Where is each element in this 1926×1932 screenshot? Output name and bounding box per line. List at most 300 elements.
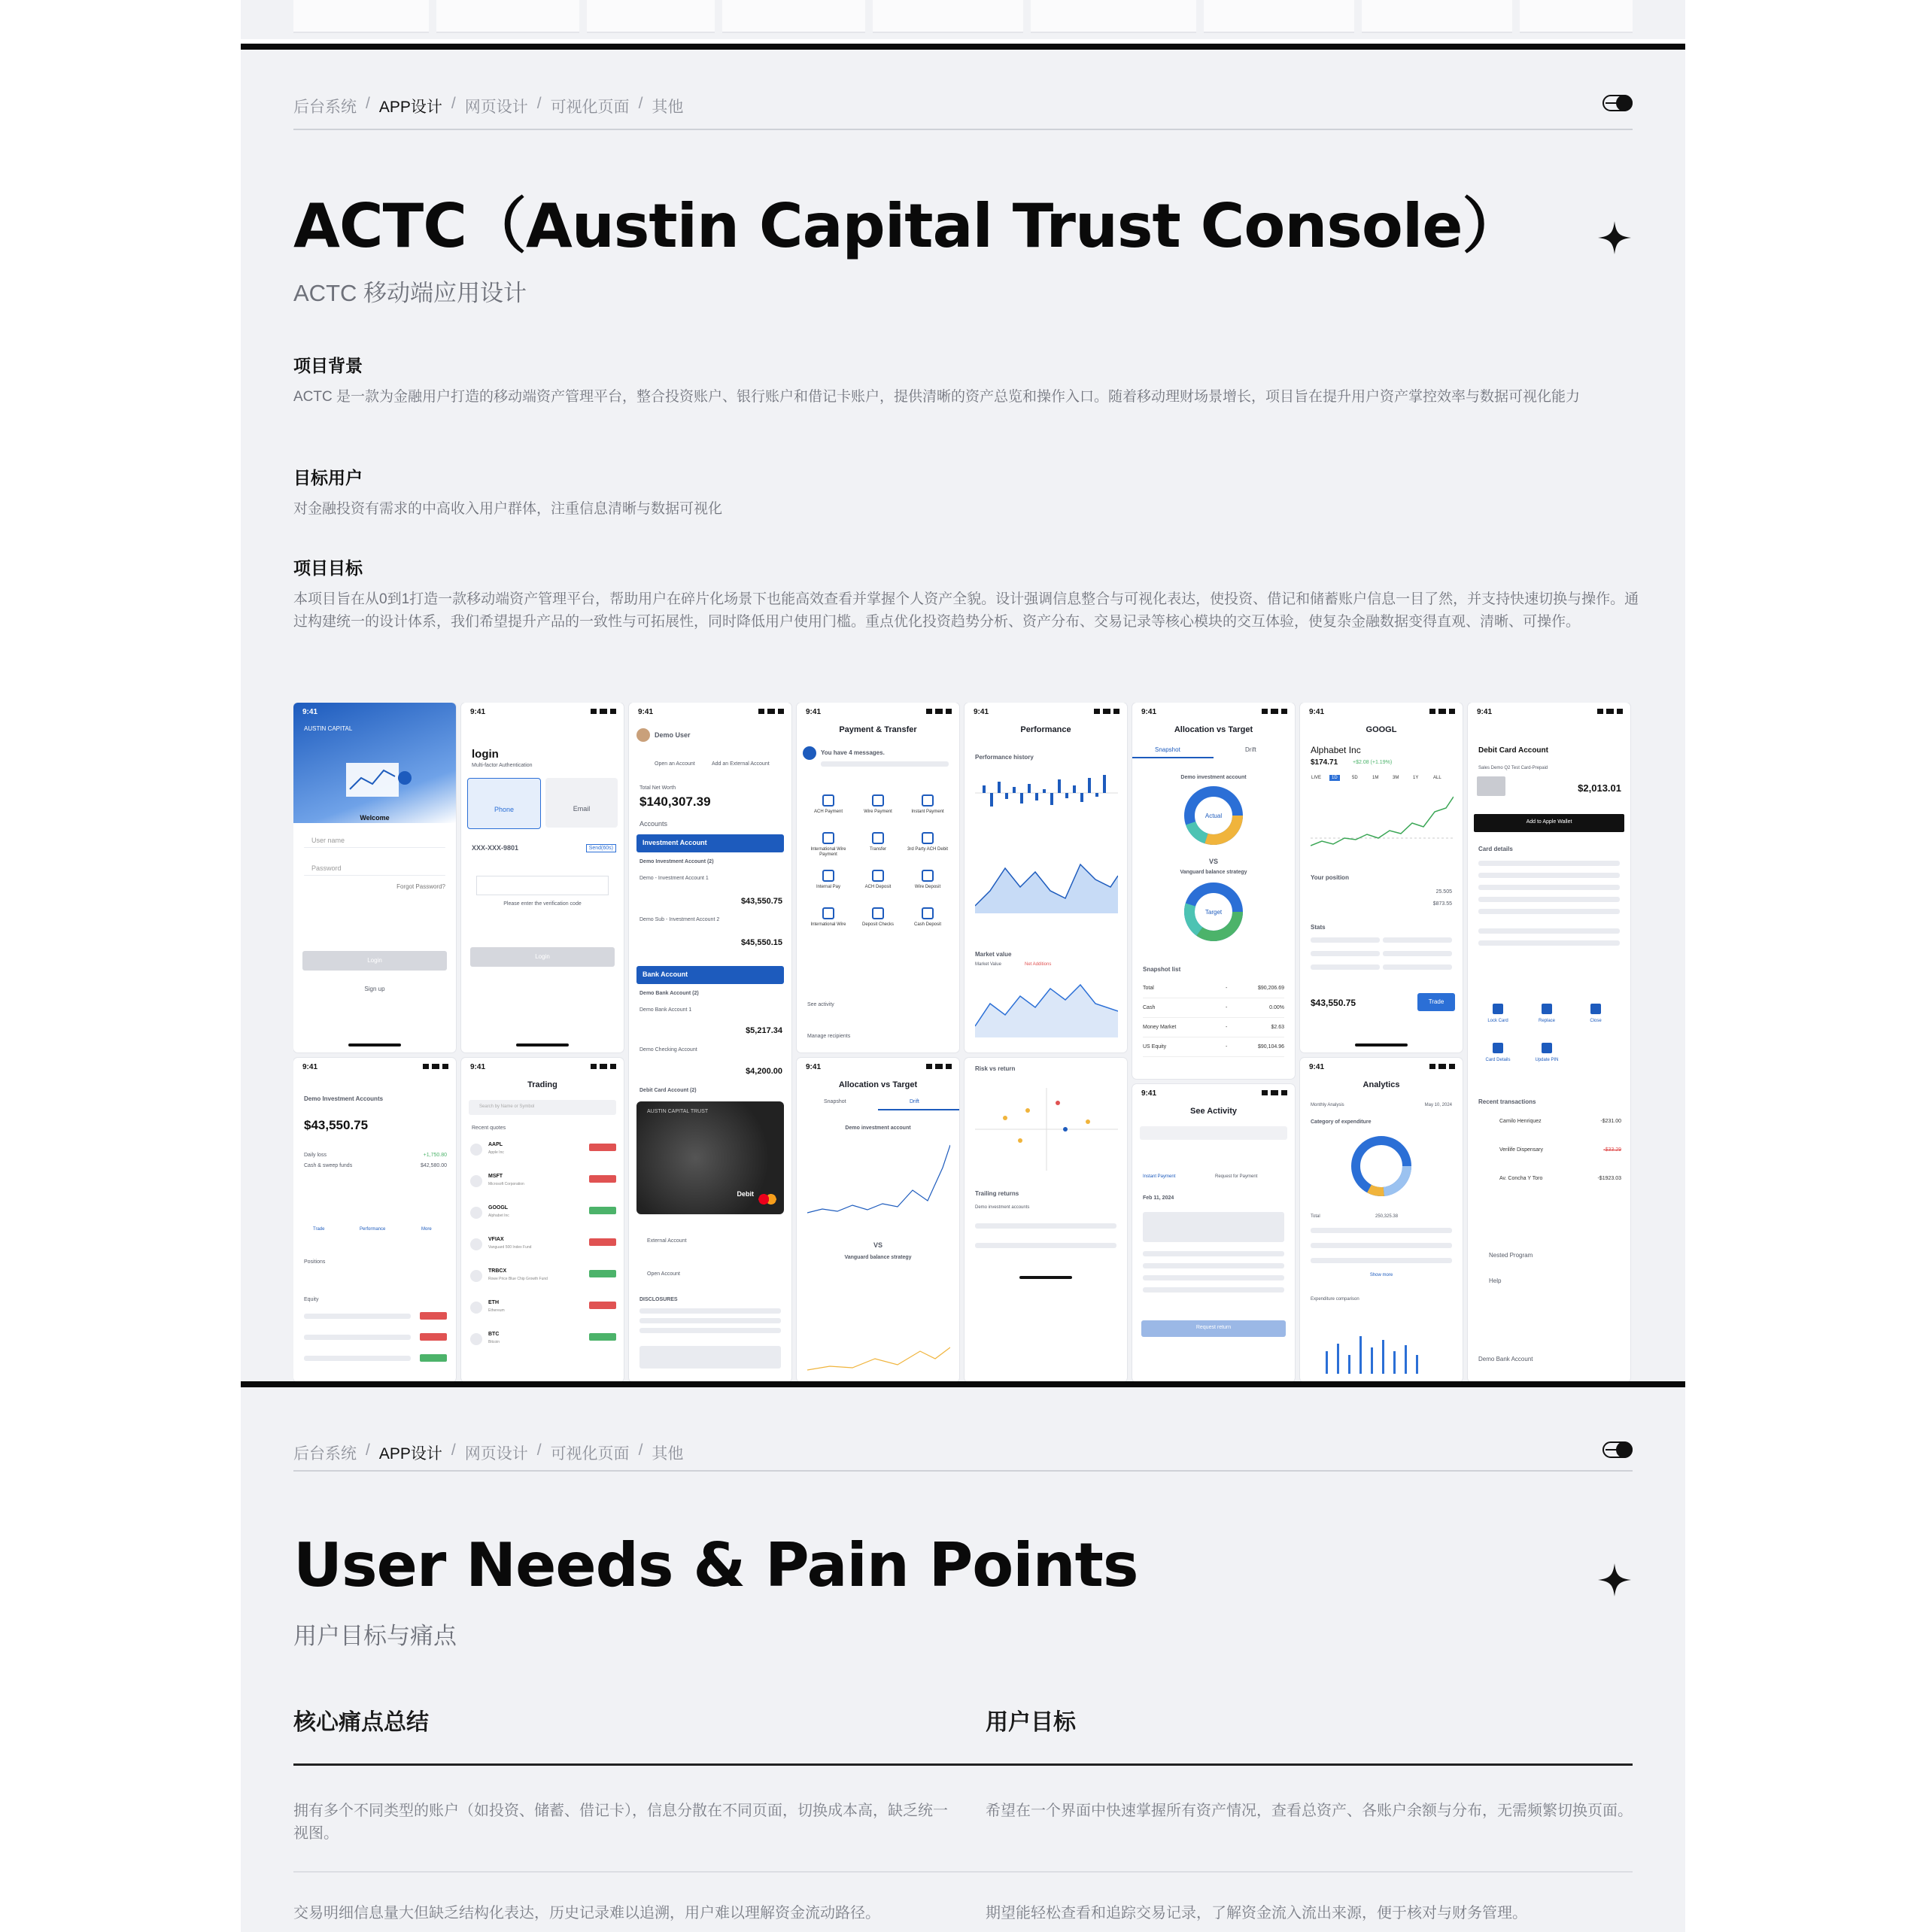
- strategy-heading: Vanguard balance strategy: [1180, 870, 1247, 875]
- messages-banner[interactable]: You have 4 messages.: [821, 749, 885, 756]
- card-action[interactable]: [1573, 1004, 1618, 1040]
- quote-logo-icon: [470, 1270, 482, 1282]
- range-tab[interactable]: 1M: [1372, 776, 1379, 780]
- activity-date: Feb 11, 2024: [1143, 1195, 1174, 1201]
- cash-value: $42,580.00: [420, 1163, 447, 1168]
- payment-action[interactable]: [804, 868, 852, 904]
- snapshot-name: US Equity: [1143, 1044, 1167, 1050]
- nav-item-backend[interactable]: 后台系统: [293, 1445, 357, 1463]
- card-action-label: Close: [1590, 1019, 1602, 1023]
- snapshot-row: [1143, 1020, 1284, 1037]
- sparkle-icon: [1596, 220, 1633, 256]
- nested-program-row[interactable]: Nested Program: [1489, 1252, 1533, 1259]
- previous-mockup-strip: [293, 0, 1633, 33]
- payment-action[interactable]: [804, 906, 852, 942]
- payment-action[interactable]: [904, 831, 952, 867]
- status-time: 9:41: [806, 1063, 822, 1071]
- home-screen: [629, 703, 791, 1382]
- quote-logo-icon: [470, 1144, 482, 1156]
- see-activity-link[interactable]: See activity: [807, 1002, 834, 1007]
- net-worth-value: $140,307.39: [639, 794, 711, 809]
- position-market-value: $873.55: [1432, 901, 1452, 907]
- email-option[interactable]: Email: [545, 778, 618, 828]
- daily-loss-value: +1,750.80: [423, 1153, 447, 1158]
- investment-group: Demo Investment Account (2): [639, 859, 714, 864]
- snapshot-name: Total: [1143, 986, 1154, 991]
- card-details-heading: Card details: [1478, 846, 1513, 852]
- verification-code-input[interactable]: [476, 876, 609, 895]
- analytics-title: Analytics: [1362, 1080, 1400, 1089]
- nav-item-visualization[interactable]: 可视化页面: [550, 99, 630, 116]
- welcome-greeting: Welcome: [360, 814, 390, 822]
- snapshot-symbol: -: [1226, 1044, 1228, 1050]
- date-select[interactable]: May 10, 2024: [1424, 1103, 1452, 1107]
- recent-quotes-heading: Recent quotes: [472, 1125, 506, 1131]
- drift-account-heading: Demo investment account: [845, 1125, 911, 1131]
- brand-logo-text: AUSTIN CAPITAL: [304, 725, 353, 732]
- status-time: 9:41: [302, 708, 318, 716]
- login-button[interactable]: Login: [302, 951, 447, 971]
- quote-symbol: AAPL: [488, 1142, 503, 1147]
- bank-account-1[interactable]: Demo Bank Account 1: [639, 1007, 692, 1013]
- snapshot-value: $2.63: [1271, 1025, 1284, 1030]
- quote-logo-icon: [470, 1333, 482, 1345]
- quote-logo-icon: [470, 1207, 482, 1219]
- user-goals-heading: 用户目标: [986, 1710, 1076, 1735]
- transaction-row[interactable]: [1477, 1170, 1621, 1195]
- nav-separator: /: [536, 95, 542, 112]
- toggle-knob: [1616, 95, 1633, 111]
- quote-change-badge: [589, 1175, 616, 1183]
- position-quantity: 25.505: [1435, 889, 1452, 895]
- quote-row[interactable]: [469, 1265, 616, 1293]
- see-activity-screen: [1132, 1084, 1295, 1382]
- payment-action[interactable]: [804, 831, 852, 867]
- quote-change-badge: [589, 1144, 616, 1151]
- card-action-label: Card Details: [1485, 1058, 1511, 1062]
- trailing-row-1[interactable]: Demo investment accounts: [975, 1205, 1030, 1210]
- more-action[interactable]: More: [421, 1227, 432, 1232]
- trading-title: Trading: [527, 1080, 557, 1089]
- signup-link[interactable]: Sign up: [364, 986, 385, 992]
- legend-net-additions: Net Additions: [1025, 962, 1052, 967]
- card-action[interactable]: [1524, 1004, 1569, 1040]
- nav-separator: /: [451, 95, 456, 112]
- snapshot-name: Cash: [1143, 1005, 1156, 1010]
- quote-change-badge: [589, 1238, 616, 1246]
- theme-toggle[interactable]: [1602, 95, 1633, 111]
- phone-number-value: XXX-XXX-9801: [472, 844, 519, 852]
- net-worth-label: Total Net Worth: [639, 785, 676, 791]
- tab-snapshot[interactable]: Snapshot: [824, 1099, 846, 1104]
- login-screen: [461, 703, 624, 1053]
- range-tabs: [1309, 775, 1454, 785]
- project-title: ACTC（Austin Capital Trust Console）: [293, 191, 1522, 261]
- message-icon: [803, 746, 816, 760]
- recent-transactions-heading: Recent transactions: [1478, 1098, 1536, 1105]
- project-section: [241, 44, 1685, 1387]
- background-heading: 项目背景: [293, 356, 363, 375]
- transaction-row[interactable]: [1477, 1113, 1621, 1138]
- investment-account-header[interactable]: Investment Account: [636, 834, 784, 852]
- goal-text: 本项目旨在从0到1打造一款移动端资产管理平台，帮助用户在碎片化场景下也能高效查看并掌握个人资产全貌。设计强调信息整合与可视化表达，使投资、借记和储蓄账户信息一目了然，并支持快速切换与操作。通过构建统一的设计体系，我们希望提升产品的一致性与可拓展性，同时降低用户使用门槛。重点优化投资趋势分析、资产分布、交易记录等核心模块的交互体验，使复杂金融数据变得直观、清晰、可操作。: [293, 591, 1639, 630]
- range-tab[interactable]: 5D: [1352, 776, 1358, 780]
- history-heading: Performance history: [975, 754, 1034, 761]
- quote-row[interactable]: [469, 1329, 616, 1356]
- username-field[interactable]: User name: [311, 837, 345, 844]
- positions-heading: Positions: [304, 1259, 326, 1265]
- range-tab[interactable]: ALL: [1433, 776, 1441, 780]
- quote-list: [469, 1139, 616, 1365]
- send-code-button[interactable]: Send(60s): [586, 844, 616, 852]
- quote-name: Ethereum: [488, 1308, 505, 1313]
- range-tab[interactable]: 3M: [1393, 776, 1399, 780]
- vs-label: VS: [1208, 858, 1218, 865]
- tab-drift[interactable]: Drift: [1245, 746, 1256, 753]
- toggle-knob: [1616, 1441, 1633, 1458]
- bank-account-title: Demo Bank Account: [1478, 1356, 1533, 1362]
- transaction-merchant: Av. Concha Y Toro: [1499, 1176, 1543, 1181]
- equity-heading: Equity: [304, 1297, 319, 1302]
- mockup-gallery: [293, 703, 1640, 1382]
- investment-detail-title: Demo Investment Accounts: [304, 1095, 384, 1102]
- trade-button[interactable]: Trade: [1417, 993, 1455, 1011]
- bank-account-header[interactable]: Bank Account: [636, 966, 784, 984]
- card-action-icon: [1590, 1004, 1601, 1014]
- user-name: Demo User: [655, 731, 691, 739]
- pain-point-2: 交易明细信息量大但缺乏结构化表达，历史记录难以追溯，用户难以理解资金流动路径。: [293, 1905, 880, 1921]
- comparison-heading: Expenditure comparison: [1311, 1297, 1359, 1302]
- payment-action[interactable]: [854, 868, 902, 904]
- payment-screen: [797, 703, 959, 1053]
- market-value-chart: [975, 974, 1118, 1037]
- analytics-screen: [1300, 1058, 1463, 1382]
- quote-symbol: ETH: [488, 1300, 499, 1305]
- payment-action[interactable]: [904, 868, 952, 904]
- project-subtitle: ACTC 移动端应用设计: [293, 280, 527, 306]
- tab-instant-payment[interactable]: Instant Payment: [1143, 1174, 1176, 1179]
- quote-row[interactable]: [469, 1234, 616, 1261]
- payment-icon: [872, 832, 884, 844]
- quote-symbol: TRBCX: [488, 1268, 507, 1274]
- tab-drift[interactable]: Drift: [910, 1099, 919, 1104]
- payment-action-label: ACH Payment: [813, 810, 843, 814]
- daily-loss-label: Daily loss: [304, 1153, 327, 1158]
- actual-donut-chart: [1182, 784, 1245, 847]
- activity-search-input[interactable]: [1140, 1126, 1287, 1140]
- transaction-merchant: Camilo Henriquez: [1499, 1119, 1542, 1124]
- payment-icon: [872, 907, 884, 919]
- quote-logo-icon: [470, 1175, 482, 1187]
- transaction-row[interactable]: [1477, 1141, 1621, 1167]
- debit-card[interactable]: AUSTIN CAPITAL TRUST Debit: [636, 1101, 784, 1214]
- mastercard-icon: [758, 1193, 776, 1205]
- stock-name: Alphabet Inc: [1311, 745, 1361, 755]
- avatar[interactable]: [636, 728, 650, 742]
- total-value: 250,325.38: [1375, 1214, 1399, 1219]
- snapshot-symbol: -: [1226, 986, 1228, 991]
- nav-item-app-design[interactable]: APP设计: [378, 1445, 442, 1463]
- stock-detail-screen: [1300, 703, 1463, 1053]
- quote-symbol: BTC: [488, 1332, 500, 1337]
- range-tab[interactable]: 1Y: [1413, 776, 1419, 780]
- previous-section-strip: [241, 0, 1685, 39]
- performance-action[interactable]: Performance: [360, 1227, 386, 1232]
- quote-change-badge: [589, 1207, 616, 1214]
- quote-logo-icon: [470, 1302, 482, 1314]
- payment-icon: [822, 907, 834, 919]
- payment-action-label: 3rd Party ACH Debit: [907, 847, 949, 852]
- investment-account-2-value: $45,550.15: [740, 938, 782, 947]
- nav-item-backend[interactable]: 后台系统: [293, 99, 357, 116]
- payment-action-label: International Wire Payment: [810, 847, 846, 857]
- nav-item-other[interactable]: 其他: [652, 99, 684, 116]
- card-action[interactable]: [1524, 1043, 1569, 1079]
- stock-price: $174.71: [1311, 758, 1338, 767]
- chart-illustration-icon: [339, 755, 414, 800]
- disclosures-heading: DISCLOSURES: [639, 1297, 678, 1302]
- status-time: 9:41: [1141, 708, 1157, 716]
- phone-option[interactable]: Phone: [467, 778, 541, 829]
- nav-item-visualization[interactable]: 可视化页面: [550, 1445, 630, 1463]
- status-time: 9:41: [806, 708, 822, 716]
- theme-toggle[interactable]: [1602, 1441, 1633, 1458]
- quote-symbol: MSFT: [488, 1174, 503, 1179]
- card-balance: $2,013.01: [1578, 782, 1621, 794]
- password-field[interactable]: Password: [311, 864, 342, 872]
- card-action-icon: [1493, 1004, 1503, 1014]
- card-action[interactable]: [1475, 1043, 1520, 1079]
- payment-action[interactable]: [904, 906, 952, 942]
- category-nav: [293, 95, 683, 117]
- divider: [293, 129, 1633, 130]
- user-goal-2: 期望能轻松查看和追踪交易记录，了解资金流入流出来源，便于核对与财务管理。: [986, 1905, 1527, 1921]
- payment-icon: [922, 832, 934, 844]
- debit-card-screen: [1468, 703, 1630, 1382]
- transaction-merchant: Verilife Dispensary: [1499, 1147, 1543, 1153]
- quote-change-badge: [589, 1270, 616, 1277]
- snapshot-table: [1143, 981, 1284, 1064]
- login-title: login: [472, 748, 499, 761]
- section-subtitle: 用户目标与痛点: [293, 1623, 457, 1649]
- user-goal-1: 希望在一个界面中快速掌握所有资产情况，查看总资产、各账户余额与分布，无需频繁切换页面。: [986, 1803, 1633, 1819]
- drift-line-chart: [807, 1138, 950, 1228]
- status-time: 9:41: [302, 1063, 318, 1071]
- risk-return-screen: [965, 1058, 1127, 1382]
- card-action-icon: [1493, 1043, 1503, 1053]
- payment-action-label: International Wire: [810, 922, 846, 927]
- quote-row[interactable]: [469, 1171, 616, 1198]
- stats-heading: Stats: [1311, 924, 1326, 931]
- vs-label: VS: [873, 1241, 882, 1249]
- position-heading: Your position: [1311, 874, 1349, 881]
- stock-line-chart: [1311, 793, 1454, 861]
- manage-recipients-link[interactable]: Manage recipients: [807, 1034, 851, 1039]
- payment-action-label: Deposit Checks: [861, 922, 895, 927]
- snapshot-list-heading: Snapshot list: [1143, 966, 1181, 973]
- transaction-list: [1477, 1113, 1621, 1203]
- nav-item-web-design[interactable]: 网页设计: [464, 1445, 528, 1463]
- legend-market-value: Market Value: [975, 962, 1001, 967]
- payment-action-label: ACH Deposit: [864, 885, 892, 889]
- snapshot-value: $90,206.69: [1257, 986, 1284, 991]
- status-time: 9:41: [1477, 708, 1493, 716]
- sparkle-icon: [1596, 1562, 1633, 1598]
- payment-action[interactable]: [854, 906, 902, 942]
- snapshot-symbol: -: [1226, 1025, 1228, 1030]
- stock-change: +$2.08 (+1.19%): [1353, 760, 1393, 765]
- range-tab[interactable]: LIVE: [1311, 776, 1322, 780]
- nav-separator: /: [536, 1441, 542, 1459]
- payment-action[interactable]: [804, 793, 852, 829]
- nav-item-other[interactable]: 其他: [652, 1445, 684, 1463]
- card-action[interactable]: [1475, 1004, 1520, 1040]
- snapshot-row: [1143, 1040, 1284, 1057]
- status-time: 9:41: [1141, 1089, 1157, 1098]
- checking-account-value: $4,200.00: [746, 1067, 782, 1076]
- stock-ticker: GOOGL: [1366, 725, 1397, 734]
- payment-action-label: Cash Deposit: [913, 922, 942, 927]
- nav-separator: /: [366, 95, 370, 112]
- bank-account-1-value: $5,217.34: [746, 1026, 782, 1035]
- category-donut-chart: [1345, 1130, 1417, 1202]
- card-subtitle: Sales Demo Q2 Test Card-Prepaid: [1478, 766, 1548, 770]
- investment-account-2[interactable]: Demo Sub - Investment Account 2: [639, 917, 720, 922]
- drift-strategy-heading: Vanguard balance strategy: [844, 1255, 912, 1260]
- tab-snapshot[interactable]: Snapshot: [1155, 746, 1180, 753]
- quote-row[interactable]: [469, 1297, 616, 1324]
- external-account-row[interactable]: External Account: [647, 1238, 687, 1244]
- trading-search-input[interactable]: Search by Name or Symbol: [469, 1100, 616, 1115]
- history-bar-chart: [975, 770, 1118, 823]
- card-action-label: Replace: [1538, 1019, 1555, 1023]
- debit-card-section: Debit Card Account (2): [639, 1088, 697, 1093]
- snapshot-symbol: -: [1226, 1005, 1228, 1010]
- snapshot-value: $90,104.96: [1257, 1044, 1284, 1050]
- quote-symbol: GOOGL: [488, 1205, 509, 1211]
- snapshot-value: 0.00%: [1269, 1005, 1284, 1010]
- cash-label: Cash & sweep funds: [304, 1163, 353, 1168]
- snapshot-name: Money Market: [1143, 1025, 1177, 1030]
- card-thumbnail: [1477, 776, 1505, 796]
- goal-heading: 项目目标: [293, 558, 363, 578]
- payment-action[interactable]: [854, 793, 902, 829]
- status-time: 9:41: [470, 1063, 486, 1071]
- performance-title: Performance: [1020, 725, 1071, 734]
- add-external-account-button[interactable]: Add an External Account: [712, 761, 770, 767]
- payment-icon: [822, 794, 834, 807]
- period-select[interactable]: Monthly Analysis: [1311, 1103, 1344, 1107]
- help-row[interactable]: Help: [1489, 1277, 1502, 1284]
- nav-separator: /: [366, 1441, 370, 1459]
- allocation-screen: [1132, 703, 1295, 1079]
- payment-action[interactable]: [854, 831, 902, 867]
- pain-points-section: [241, 1381, 1685, 1932]
- category-heading: Category of expenditure: [1311, 1119, 1372, 1125]
- quote-name: Apple Inc: [488, 1150, 504, 1155]
- section-title: User Needs & Pain Points: [293, 1530, 1138, 1600]
- payment-icon: [822, 870, 834, 882]
- status-time: 9:41: [1309, 708, 1325, 716]
- card-action-icon: [1542, 1043, 1552, 1053]
- range-tab[interactable]: 1D: [1329, 775, 1340, 781]
- show-more-link[interactable]: Show more: [1369, 1273, 1393, 1277]
- users-heading: 目标用户: [293, 468, 363, 488]
- open-account-button[interactable]: Open an Account: [655, 761, 695, 767]
- welcome-screen: [293, 703, 456, 1053]
- tab-request-payment[interactable]: Request for Payment: [1215, 1174, 1258, 1179]
- quote-change-badge: [589, 1333, 616, 1341]
- checking-account[interactable]: Demo Checking Account: [639, 1047, 697, 1053]
- nav-item-app-design[interactable]: APP设计: [378, 99, 442, 116]
- payment-action-label: Instant Payment: [911, 810, 944, 814]
- verify-login-button[interactable]: Login: [470, 947, 615, 967]
- verification-hint: Please enter the verification code: [503, 901, 582, 907]
- status-time: 9:41: [974, 708, 989, 716]
- category-nav: [293, 1441, 683, 1464]
- debit-title: Debit Card Account: [1478, 746, 1548, 755]
- investment-detail-value: $43,550.75: [304, 1118, 369, 1132]
- quote-row[interactable]: [469, 1139, 616, 1166]
- transaction-amount: -$231.00: [1600, 1119, 1621, 1124]
- quote-name: Microsoft Corporation: [488, 1182, 524, 1186]
- investment-account-1[interactable]: Demo - Investment Account 1: [639, 876, 709, 881]
- allocation-title: Allocation vs Target: [1174, 725, 1253, 734]
- allocation-drift-title: Allocation vs Target: [838, 1080, 918, 1089]
- request-return-button[interactable]: Request return: [1141, 1320, 1286, 1337]
- payment-icon: [872, 870, 884, 882]
- trade-action[interactable]: Trade: [313, 1227, 325, 1232]
- nav-separator: /: [638, 95, 643, 112]
- activity-title: See Activity: [1190, 1107, 1237, 1116]
- card-action-icon: [1542, 1004, 1552, 1014]
- risk-return-heading: Risk vs return: [975, 1065, 1016, 1072]
- nav-separator: /: [638, 1441, 643, 1459]
- payment-action[interactable]: [904, 793, 952, 829]
- nav-separator: /: [451, 1441, 456, 1459]
- payment-action-label: Wire Deposit: [914, 885, 941, 889]
- payment-icon: [922, 907, 934, 919]
- pain-point-1: 拥有多个不同类型的账户（如投资、储蓄、借记卡），信息分散在不同页面，切换成本高，缺乏统一视图。: [293, 1803, 948, 1842]
- strategy-line-chart: [807, 1283, 950, 1374]
- history-area-chart: [975, 846, 1118, 913]
- target-label: Target: [1205, 909, 1223, 916]
- users-text: 对金融投资有需求的中高收入用户群体，注重信息清晰与数据可视化: [293, 501, 723, 517]
- divider: [293, 1470, 1633, 1472]
- card-actions: [1475, 1004, 1623, 1086]
- open-account-row[interactable]: Open Account: [647, 1271, 680, 1277]
- table-header-rule: [293, 1763, 1633, 1766]
- payment-action-label: Wire Payment: [864, 810, 892, 814]
- payment-icon: [872, 794, 884, 807]
- comparison-bar-chart: [1311, 1314, 1454, 1374]
- payment-actions-grid: [804, 793, 952, 943]
- quote-row[interactable]: [469, 1202, 616, 1229]
- investment-account-1-value: $43,550.75: [740, 897, 782, 906]
- snapshot-row: [1143, 1001, 1284, 1018]
- background-text: ACTC 是一款为金融用户打造的移动端资产管理平台，整合投资账户、银行账户和借记卡账户，提供清晰的资产总览和操作入口。随着移动理财场景增长，项目旨在提升用户资产掌控效率与数据可视化能力: [293, 389, 1581, 405]
- nav-item-web-design[interactable]: 网页设计: [464, 99, 528, 116]
- trailing-returns-heading: Trailing returns: [975, 1190, 1019, 1197]
- investment-detail-screen: [293, 1058, 456, 1382]
- total-label: Total: [1311, 1214, 1320, 1219]
- apple-wallet-button[interactable]: Add to Apple Wallet: [1474, 814, 1624, 832]
- card-action-label: Lock Card: [1487, 1019, 1508, 1023]
- quote-change-badge: [589, 1302, 616, 1309]
- forgot-password-link[interactable]: Forgot Password?: [396, 883, 445, 890]
- quote-logo-icon: [470, 1238, 482, 1250]
- target-donut-chart: [1182, 880, 1245, 943]
